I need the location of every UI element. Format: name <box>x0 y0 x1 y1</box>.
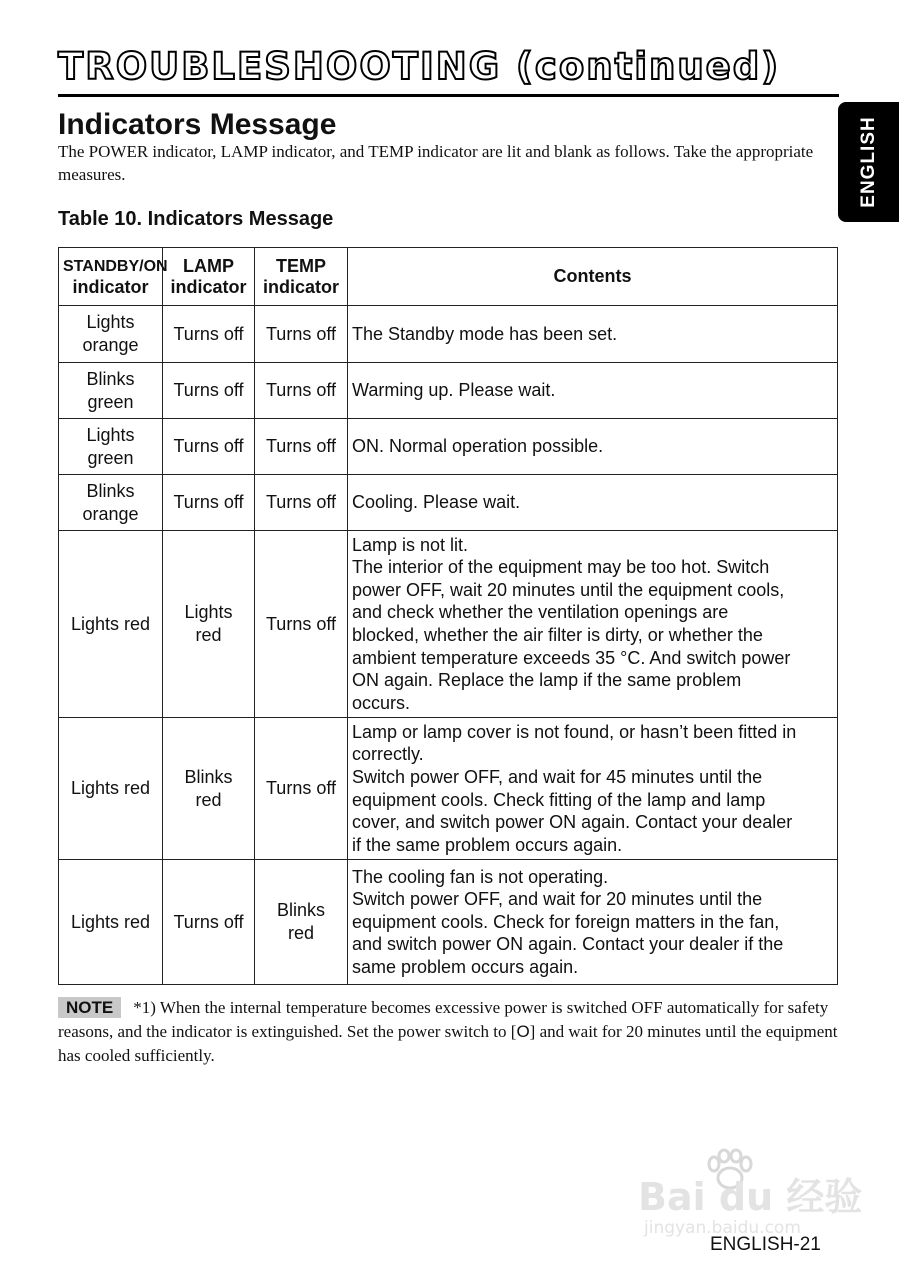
cell-line: Lights <box>184 602 233 623</box>
cell-contents <box>348 363 838 419</box>
cell-standby <box>59 419 163 475</box>
cell-line: Turns off <box>265 436 337 457</box>
table-row <box>59 531 838 718</box>
header-line: LAMP <box>183 255 234 276</box>
cell-line: red <box>195 789 222 810</box>
cell-temp <box>255 718 348 860</box>
cell-standby <box>59 718 163 860</box>
cell-line: Lights <box>86 312 135 333</box>
note <box>58 996 838 1068</box>
cell-line: Blinks <box>86 368 135 389</box>
watermark-url: jingyan.baidu.com <box>644 1218 801 1238</box>
cell-contents <box>348 419 838 475</box>
cell-standby <box>59 531 163 718</box>
cell-contents <box>348 718 838 860</box>
cell-contents <box>348 475 838 531</box>
header-line: indicator <box>262 276 339 297</box>
cell-line: Warming up. Please wait. <box>352 380 556 401</box>
cell-line: green <box>87 447 134 468</box>
cell-line: green <box>87 391 134 412</box>
cell-line: Lamp is not lit. <box>352 534 469 555</box>
table-row <box>59 475 838 531</box>
cell-standby <box>59 306 163 363</box>
cell-line: Blinks <box>86 480 135 501</box>
cell-line: The cooling fan is not operating. <box>352 866 609 887</box>
header-standby <box>59 248 168 306</box>
page-title: TROUBLESHOOTING (continued) <box>58 45 781 88</box>
indicators-table <box>58 247 838 985</box>
header-line: indicator <box>72 276 149 297</box>
cell-line: Lights red <box>70 778 151 799</box>
cell-standby <box>59 860 163 985</box>
header-temp <box>255 248 348 306</box>
cell-line: Switch power OFF, and wait for 45 minutes until the <box>352 766 763 787</box>
cell-line: orange <box>82 335 139 355</box>
cell-line: and switch power ON again. Contact your dealer if the <box>352 934 784 955</box>
cell-line: The Standby mode has been set. <box>352 323 618 344</box>
table-row <box>59 860 838 985</box>
note-badge: NOTE <box>58 997 121 1018</box>
cell-lamp <box>163 475 255 531</box>
cell-standby <box>59 363 163 419</box>
cell-line: Lights red <box>70 911 151 932</box>
cell-line: cover, and switch power ON again. Contact your dealer <box>352 812 793 833</box>
cell-line: power OFF, wait 20 minutes until the equipment cools, <box>352 579 785 600</box>
cell-temp <box>255 363 348 419</box>
cell-line: ON. Normal operation possible. <box>352 436 604 457</box>
cell-standby <box>59 475 163 531</box>
cell-line: Lamp or lamp cover is not found, or hasn’t been fitted in <box>352 721 797 742</box>
cell-lamp <box>163 363 255 419</box>
cell-line: Lights red <box>70 613 151 634</box>
cell-line: ambient temperature exceeds 35 °C. And switch power <box>352 647 791 668</box>
header-contents: Contents <box>348 248 838 306</box>
watermark-logo: Bai du 经验 <box>638 1175 863 1219</box>
cell-lamp <box>163 718 255 860</box>
title-rule <box>58 94 839 97</box>
watermark <box>638 1148 863 1248</box>
cell-lamp <box>163 531 255 718</box>
table-body <box>59 306 838 985</box>
cell-line: ON again. Replace the lamp if the same problem <box>352 670 742 691</box>
cell-line: Switch power OFF, and wait for 20 minutes until the <box>352 889 763 910</box>
power-off-symbol: O <box>516 1022 530 1041</box>
cell-line: orange <box>82 503 139 524</box>
cell-lamp <box>163 306 255 363</box>
cell-line: Lights <box>86 424 135 445</box>
cell-line: Cooling. Please wait. <box>352 492 521 513</box>
cell-line: equipment cools. Check for foreign matters in the fan, <box>352 911 780 932</box>
table-row <box>59 419 838 475</box>
cell-temp <box>255 531 348 718</box>
cell-lamp <box>163 419 255 475</box>
cell-contents <box>348 306 838 363</box>
cell-line: Turns off <box>265 380 337 401</box>
table-row <box>59 363 838 419</box>
header-lamp <box>163 248 255 306</box>
cell-contents <box>348 531 838 718</box>
table-row <box>59 718 838 860</box>
cell-line: Turns off <box>173 911 244 932</box>
table-header-row <box>59 248 838 306</box>
cell-temp <box>255 419 348 475</box>
cell-line: Turns off <box>173 492 244 513</box>
cell-line: if the same problem occurs again. <box>352 834 623 855</box>
cell-line: correctly. <box>352 744 424 765</box>
cell-line: Blinks <box>276 900 325 921</box>
language-tab <box>838 102 899 222</box>
cell-line: Turns off <box>173 436 244 457</box>
cell-line: Turns off <box>265 778 337 799</box>
header-line: indicator <box>170 276 247 297</box>
cell-line: Blinks <box>184 766 233 787</box>
cell-line: Turns off <box>265 492 337 513</box>
section-heading: Indicators Message <box>58 108 337 141</box>
language-tab-label: ENGLISH <box>857 116 879 208</box>
cell-line: red <box>195 625 222 645</box>
cell-lamp <box>163 860 255 985</box>
table-caption: Table 10. Indicators Message <box>58 208 334 230</box>
intro-paragraph: The POWER indicator, LAMP indicator, and TEMP indicator are lit and blank as follows. Take the appropriate measures. <box>58 142 814 184</box>
cell-line: and check whether the ventilation openings are <box>352 602 729 623</box>
page-number: ENGLISH-21 <box>710 1234 821 1255</box>
cell-line: occurs. <box>352 692 411 713</box>
cell-line: red <box>287 923 314 943</box>
cell-line: Turns off <box>265 323 337 344</box>
cell-temp <box>255 860 348 985</box>
note-text-after: ] and wait for 20 minutes until the equipment has cooled sufficiently. <box>58 1022 838 1065</box>
table-row <box>59 306 838 363</box>
header-line: TEMP <box>275 255 326 276</box>
cell-temp <box>255 306 348 363</box>
header-line: STANDBY/ON <box>63 257 168 275</box>
cell-line: blocked, whether the air filter is dirty, or whether the <box>352 625 763 645</box>
cell-contents <box>348 860 838 985</box>
cell-line: same problem occurs again. <box>352 956 579 977</box>
cell-line: equipment cools. Check fitting of the lamp and lamp <box>352 789 766 810</box>
cell-line: Turns off <box>173 380 244 401</box>
cell-line: Turns off <box>173 323 244 344</box>
cell-temp <box>255 475 348 531</box>
cell-line: Turns off <box>265 613 337 634</box>
cell-line: The interior of the equipment may be too hot. Switch <box>352 557 770 578</box>
note-text-before: *1) When the internal temperature becomes excessive power is switched OFF automatically for safety reasons, and the indicator is extinguished. Set the power switch to [ <box>58 998 829 1041</box>
